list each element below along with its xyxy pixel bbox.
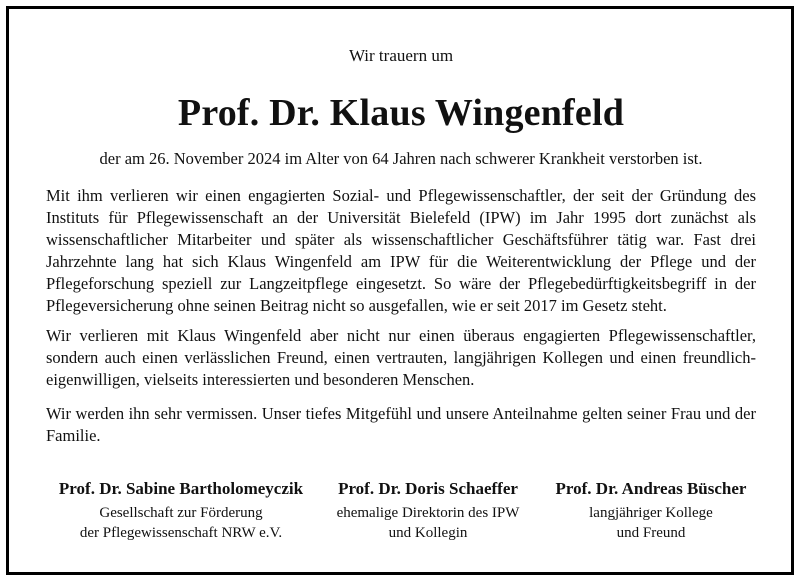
signatory-role-line: ehemalige Direktorin des IPW	[336, 505, 520, 521]
signatory-2	[328, 479, 528, 543]
paragraph-1: Mit ihm verlieren wir einen engagierten Sozial- und Pflegewissenschaftler, der seit der Gründung des Instituts für Pflegewissenschaft an der Universität Bielefeld (IPW) im Jahr 1995 dort zunächst als wissenschaftlicher Mitarbeiter und später als wissenschaftlicher Geschäftsführer tätig war. Fast drei Jahrzehnte lang hat sich Klaus Wingenfeld am IPW für die Weiterentwicklung der Pflege und der Pflegeforschung speziell zur Langzeitpflege eingesetzt. So wäre der Pflegebedürftigkeitsbegriff in der Pflegeversicherung ohne seinen Beitrag nicht so ausgefallen, wie er seit 2017 im Gesetz steht.	[46, 186, 756, 315]
signatory-role	[328, 503, 528, 543]
signatory-role-line: und Freund	[616, 525, 686, 541]
signatory-name: Prof. Dr. Doris Schaeffer	[338, 479, 518, 498]
signatory-name: Prof. Dr. Sabine Bartholomeyczik	[58, 479, 304, 498]
signatory-role	[546, 503, 756, 543]
death-notice-line: der am 26. November 2024 im Alter von 64 Jahren nach schwerer Krankheit verstorben ist.	[99, 149, 703, 168]
paragraph-2: Wir verlieren mit Klaus Wingenfeld aber nicht nur einen überaus engagierten Pflegewissenschaftler, sondern auch einen verlässlichen Freund, einen vertrauten, langjährigen Kollegen und einen freundlich-eigenwilligen, vielseits interessierten und besonderen Menschen.	[46, 326, 756, 389]
signatory-1	[46, 479, 316, 543]
intro-line: Wir trauern um	[348, 46, 454, 65]
deceased-name: Prof. Dr. Klaus Wingenfeld	[177, 92, 625, 134]
signatory-role-line: langjähriger Kollege	[589, 505, 713, 521]
signatory-role-line: und Kollegin	[388, 525, 468, 541]
obituary-frame	[6, 6, 794, 575]
paragraph-3: Wir werden ihn sehr vermissen. Unser tiefes Mitgefühl und unsere Anteilnahme gelten seiner Frau und der Familie.	[46, 404, 756, 445]
signatory-role	[46, 503, 316, 543]
signatory-role-line: der Pflegewissenschaft NRW e.V.	[79, 525, 283, 541]
signatory-name: Prof. Dr. Andreas Büscher	[555, 479, 747, 498]
signatory-role-line: Gesellschaft zur Förderung	[99, 505, 263, 521]
signatory-3	[546, 479, 756, 543]
